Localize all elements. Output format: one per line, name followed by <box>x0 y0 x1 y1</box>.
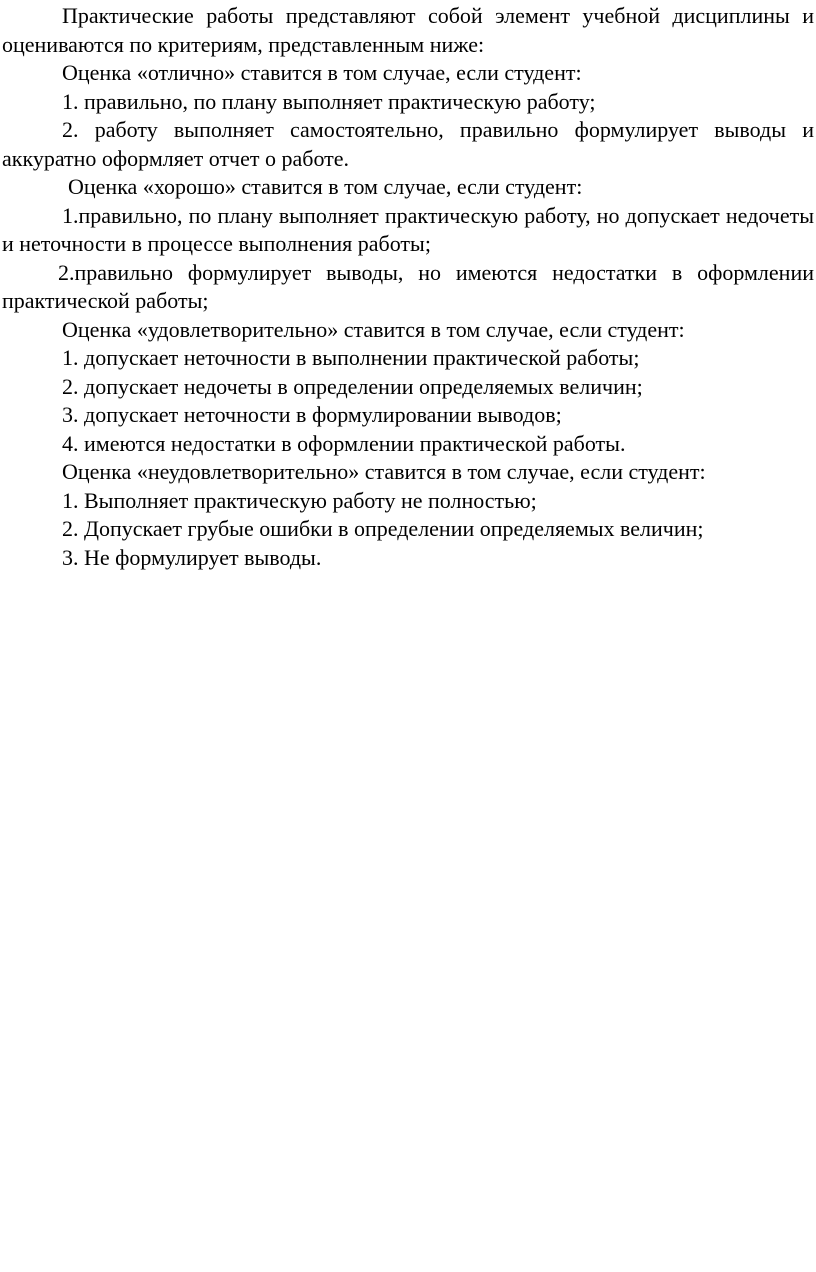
grade-good-heading: Оценка «хорошо» ставится в том случае, если студент: <box>68 174 583 199</box>
grade-excellent-item-2: 2. работу выполняет самостоятельно, правильно формулирует выводы и аккуратно оформляет отчет о работе. <box>2 117 814 171</box>
grade-satisfactory-item-1: 1. допускает неточности в выполнении практической работы; <box>62 345 640 370</box>
grade-unsatisfactory-heading: Оценка «неудовлетворительно» ставится в том случае, если студент: <box>62 459 706 484</box>
grade-excellent-heading: Оценка «отлично» ставится в том случае, если студент: <box>62 60 582 85</box>
grade-excellent-item-1: 1. правильно, по плану выполняет практическую работу; <box>62 88 596 114</box>
document-body <box>2 2 814 572</box>
grade-good-item-1: 1.правильно, по плану выполняет практическую работу, но допускает недочеты и неточности в процессе выполнения работы; <box>2 202 814 256</box>
grade-satisfactory-item-3: 3. допускает неточности в формулировании выводов; <box>62 402 562 427</box>
grade-unsatisfactory-item-2: 2. Допускает грубые ошибки в определении определяемых величин; <box>62 516 704 541</box>
intro-paragraph: Практические работы представляют собой элемент учебной дисциплины и оцениваются по критериям, представленным ниже: <box>2 3 814 57</box>
grade-good-item-2: 2.правильно формулирует выводы, но имеются недостатки в оформлении практической работы; <box>2 259 814 313</box>
grade-satisfactory-item-2: 2. допускает недочеты в определении определяемых величин; <box>62 373 643 399</box>
grade-unsatisfactory-item-1: 1. Выполняет практическую работу не полностью; <box>62 487 537 513</box>
grade-satisfactory-item-4: 4. имеются недостатки в оформлении практической работы. <box>62 430 626 456</box>
grade-unsatisfactory-item-3: 3. Не формулирует выводы. <box>62 544 322 570</box>
grade-satisfactory-heading: Оценка «удовлетворительно» ставится в том случае, если студент: <box>62 316 685 342</box>
